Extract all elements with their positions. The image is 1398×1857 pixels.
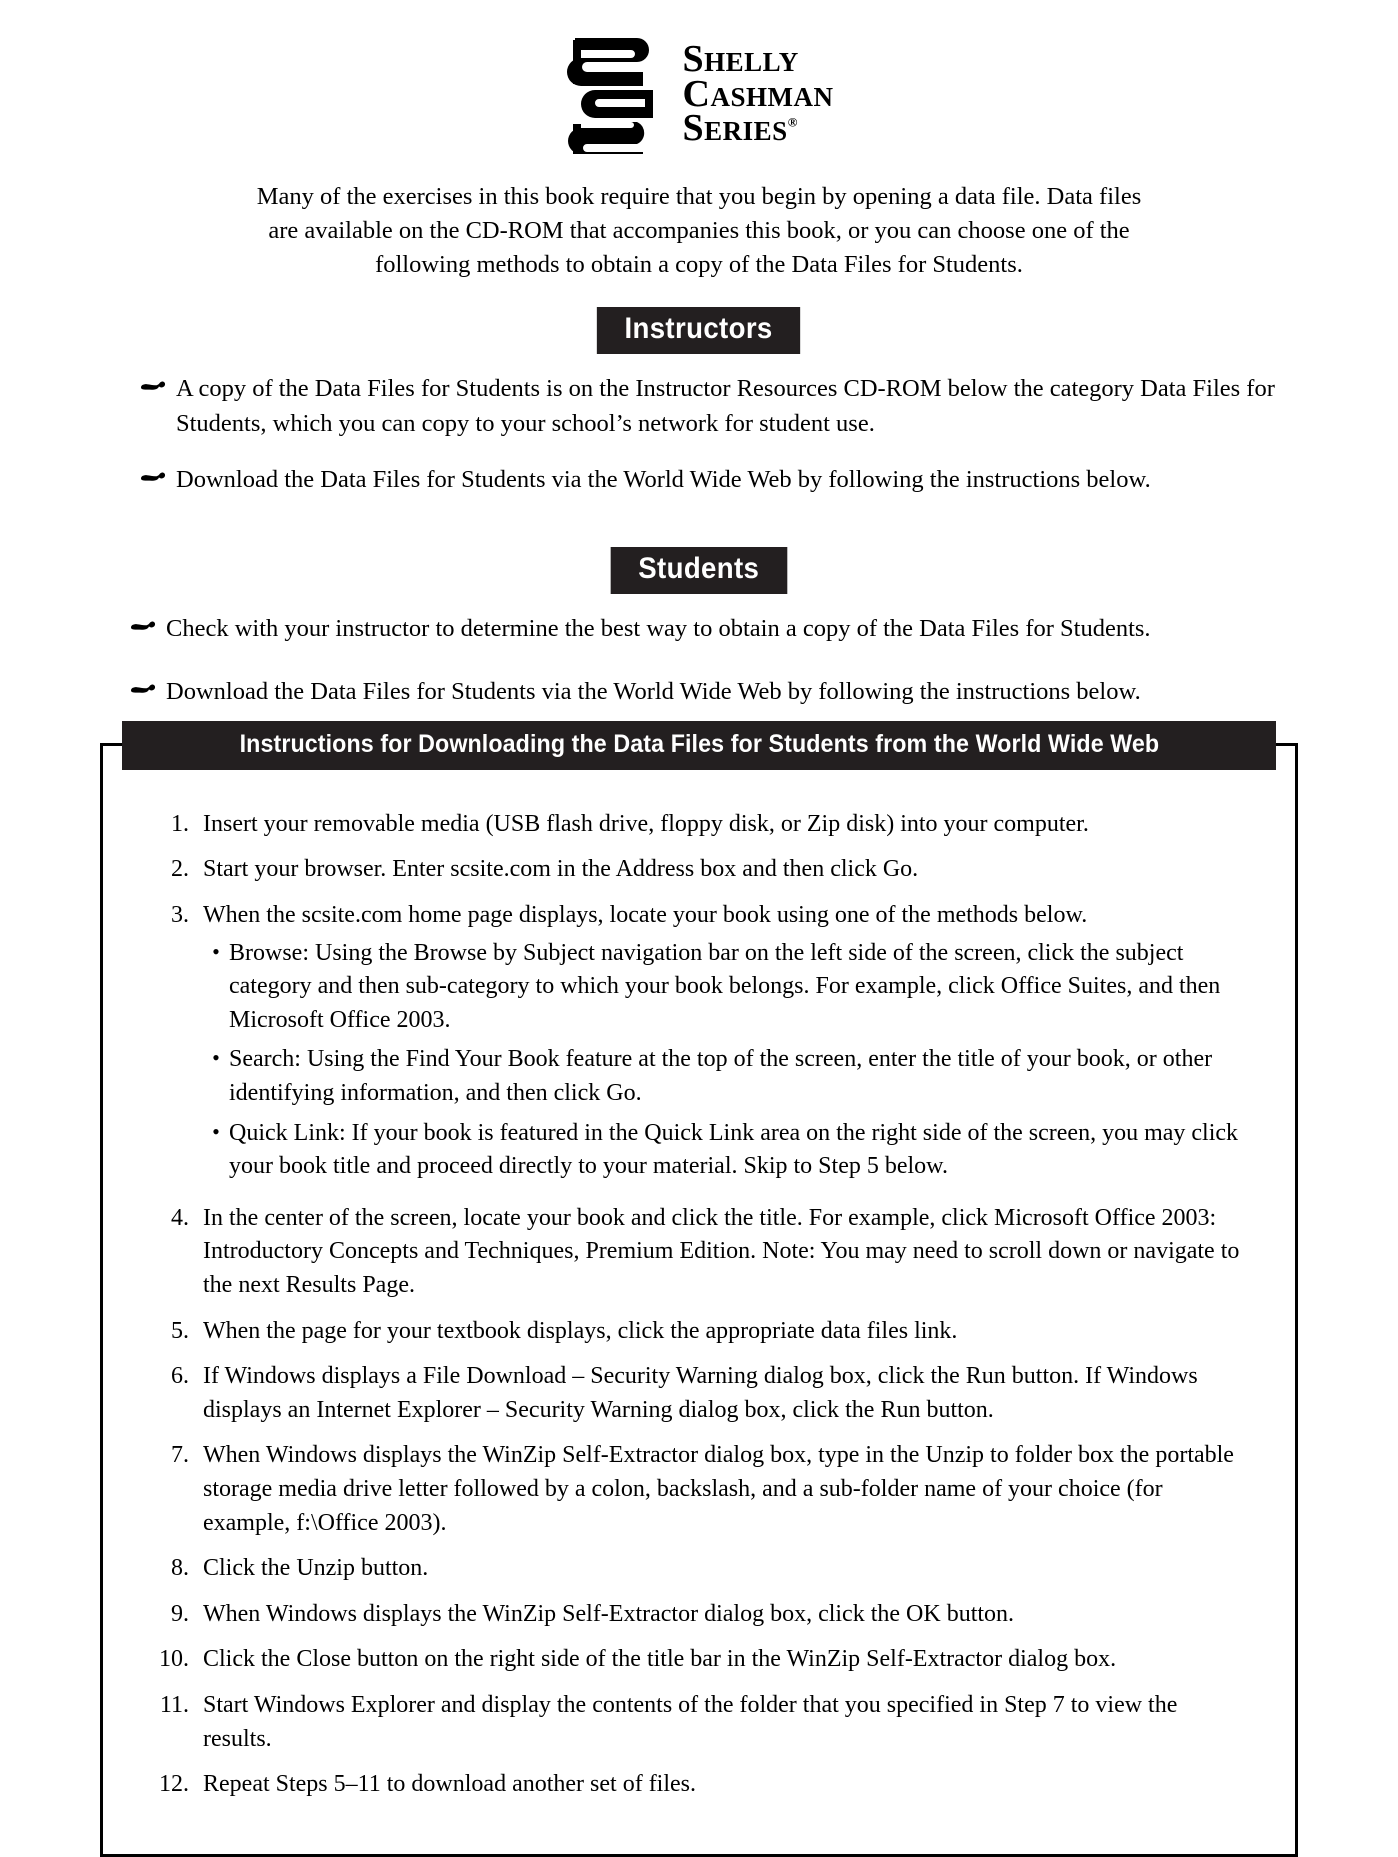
list-item xyxy=(130,675,1288,709)
step-item xyxy=(147,1315,1251,1349)
logo-wordmark xyxy=(682,37,834,150)
instructors-banner-row xyxy=(0,281,1398,354)
subbullet-text: Browse: Using the Browse by Subject navigation bar on the left side of the screen, click the subject category and then sub-category to which your book belongs. For example, click Office Suites, and then Microsoft Office 2003. xyxy=(229,939,1221,1033)
step-number: 10. xyxy=(159,1646,189,1673)
step-text: When the scsite.com home page displays, locate your book using one of the methods below. xyxy=(203,902,1088,929)
intro-paragraph: Many of the exercises in this book require that you begin by opening a data file. Data files are available on the CD-ROM that accompanies this book, or you can choose one of the following methods to obtain a copy of the Data Files for Students. xyxy=(256,183,1142,278)
instructors-list xyxy=(140,372,1278,497)
instructions-title-bar xyxy=(122,721,1276,770)
pointing-hand-icon xyxy=(130,682,164,698)
step-text: When Windows displays the WinZip Self-Extractor dialog box, type in the Unzip to folder box the portable storage media drive letter followed by a colon, backslash, and a sub-folder name of your choice (for example, f:\Office 2003). xyxy=(203,1442,1234,1536)
step-text: If Windows displays a File Download – Security Warning dialog box, click the Run button. If Windows displays an Internet Explorer – Security Warning dialog box, click the Run button. xyxy=(203,1363,1198,1423)
logo-line-shelly: Shelly xyxy=(682,37,799,80)
step-number: 11. xyxy=(159,1691,189,1718)
subbullet-item xyxy=(203,1117,1251,1184)
step-text: Click the Unzip button. xyxy=(203,1555,429,1582)
students-banner-row xyxy=(0,511,1398,594)
step-text: In the center of the screen, locate your book and click the title. For example, click Microsoft Office 2003: Introductory Concepts and Techniques, Premium Edition. Note: You may need to scroll down or navigate to the next Results Page. xyxy=(203,1204,1240,1298)
step-number: 4. xyxy=(171,1204,189,1231)
pointing-hand-icon xyxy=(140,379,174,395)
step-number: 12. xyxy=(159,1771,189,1798)
step-number: 8. xyxy=(171,1555,189,1582)
step-number: 6. xyxy=(171,1363,189,1390)
step-item xyxy=(147,1439,1251,1540)
subbullet-item xyxy=(203,937,1251,1038)
step-text: Start your browser. Enter scsite.com in the Address box and then click Go. xyxy=(203,856,919,883)
list-item-text: Check with your instructor to determine the best way to obtain a copy of the Data Files for Students. xyxy=(166,615,1151,643)
step-item xyxy=(147,1202,1251,1303)
step-item xyxy=(147,1598,1251,1632)
step-text: Start Windows Explorer and display the contents of the folder that you specified in Step 7 to view the results. xyxy=(203,1691,1178,1752)
instructions-panel xyxy=(100,729,1298,1857)
step-item xyxy=(147,899,1251,1190)
step-subbullet-list xyxy=(203,937,1251,1184)
instructions-title-text: Instructions for Downloading the Data Files for Students from the World Wide Web xyxy=(239,729,1159,758)
subbullet-item xyxy=(203,1043,1251,1110)
step-number: 7. xyxy=(171,1442,189,1469)
step-text: Click the Close button on the right side of the title bar in the WinZip Self-Extractor dialog box. xyxy=(203,1646,1117,1673)
step-number: 3. xyxy=(171,902,189,929)
list-item-text: Download the Data Files for Students via the World Wide Web by following the instructions below. xyxy=(176,465,1151,493)
pointing-hand-icon xyxy=(140,470,174,486)
step-number: 2. xyxy=(171,856,189,883)
step-item xyxy=(147,1689,1251,1756)
step-body xyxy=(203,899,1251,1190)
step-item xyxy=(147,808,1251,842)
step-number: 5. xyxy=(171,1317,189,1344)
shelly-cashman-masthead xyxy=(0,0,1398,154)
step-item xyxy=(147,1768,1251,1802)
step-item xyxy=(147,1643,1251,1677)
step-number: 9. xyxy=(171,1600,189,1627)
step-text: When Windows displays the WinZip Self-Extractor dialog box, click the OK button. xyxy=(203,1600,1015,1627)
bullet-dot-icon: • xyxy=(212,1045,220,1071)
step-item xyxy=(147,1552,1251,1586)
subbullet-text: Search: Using the Find Your Book feature at the top of the screen, enter the title of your book, or other identifying information, and then click Go. xyxy=(229,1046,1213,1107)
registered-trademark-mark: ® xyxy=(787,114,798,130)
bullet-dot-icon: • xyxy=(212,938,220,964)
step-item xyxy=(147,1360,1251,1427)
logo-line-cashman: Cashman xyxy=(682,72,834,115)
list-item xyxy=(140,372,1278,441)
step-text: Repeat Steps 5–11 to download another set of files. xyxy=(203,1771,697,1798)
step-item xyxy=(147,853,1251,887)
bullet-dot-icon: • xyxy=(212,1118,220,1144)
subbullet-text: Quick Link: If your book is featured in the Quick Link area on the right side of the screen, you may click your book title and proceed directly to your material. Skip to Step 5 below. xyxy=(229,1119,1239,1180)
students-banner: Students xyxy=(611,547,787,594)
list-item xyxy=(140,463,1278,497)
logo-series-text: Series xyxy=(682,107,788,150)
step-text: When the page for your textbook displays, click the appropriate data files link. xyxy=(203,1317,958,1344)
step-number: 1. xyxy=(171,810,189,837)
list-item-text: Download the Data Files for Students via the World Wide Web by following the instructions below. xyxy=(166,677,1141,705)
students-list xyxy=(130,612,1288,709)
books-stack-logo-icon xyxy=(565,34,661,154)
list-item xyxy=(130,612,1288,646)
step-text: Insert your removable media (USB flash drive, floppy disk, or Zip disk) into your computer. xyxy=(203,810,1089,837)
list-item-text: A copy of the Data Files for Students is on the Instructor Resources CD-ROM below the category Data Files for Students, which you can copy to your school’s network for student use. xyxy=(176,375,1275,437)
logo-line-series xyxy=(682,107,834,150)
instructions-step-list xyxy=(147,808,1251,1802)
pointing-hand-icon xyxy=(130,619,164,635)
instructions-box xyxy=(100,743,1298,1857)
instructors-banner: Instructors xyxy=(597,307,800,354)
